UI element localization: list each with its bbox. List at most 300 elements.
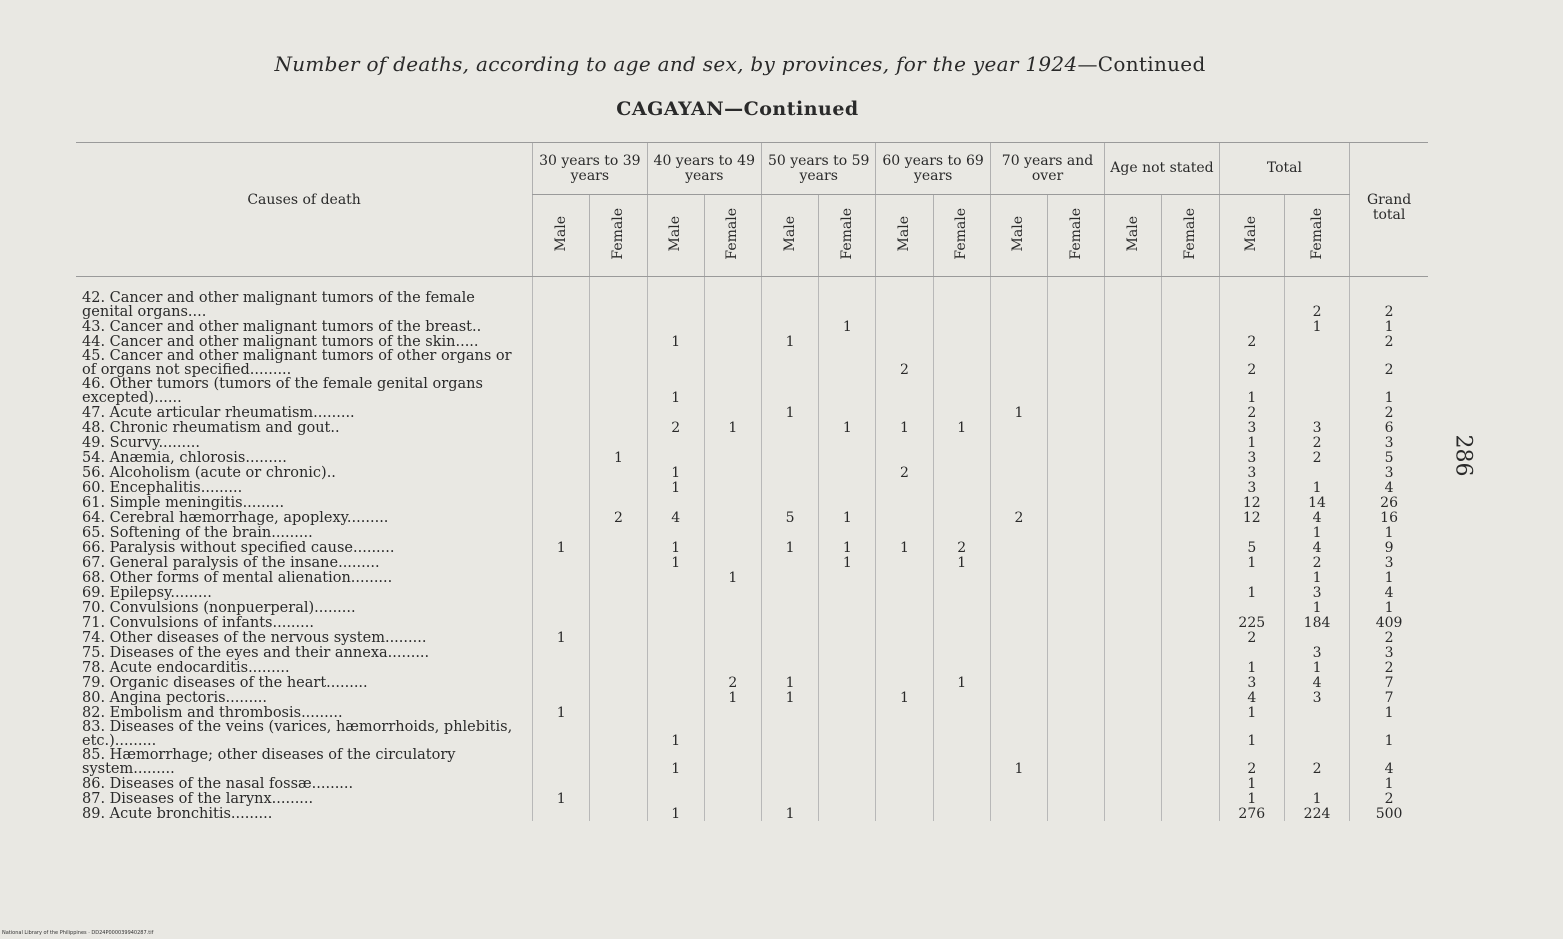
table-row [76, 555, 1428, 570]
table-row [76, 334, 1428, 349]
count-cell [1162, 791, 1219, 806]
count-cell: 2 [1219, 349, 1284, 377]
count-cell [1105, 585, 1162, 600]
count-cell: 1 [819, 319, 876, 334]
cause-cell: 74. Other diseases of the nervous system......... [82, 630, 427, 646]
count-cell [1105, 600, 1162, 615]
count-cell [590, 435, 647, 450]
count-cell: 1 [1219, 720, 1284, 748]
grand-total-cell: 26 [1350, 495, 1428, 510]
count-cell [819, 600, 876, 615]
table-row [76, 525, 1428, 540]
count-cell [1048, 645, 1105, 660]
count-cell [704, 377, 761, 405]
count-cell: 1 [647, 334, 704, 349]
table-row [76, 349, 1428, 377]
count-cell: 1 [533, 630, 590, 645]
cause-cell: 68. Other forms of mental alienation......... [82, 570, 393, 586]
count-cell [590, 720, 647, 748]
count-cell [647, 615, 704, 630]
count-cell [533, 776, 590, 791]
cause-cell: 48. Chronic rheumatism and gout.. [82, 420, 340, 436]
count-cell [1048, 450, 1105, 465]
count-cell [933, 525, 990, 540]
count-cell: 1 [1219, 585, 1284, 600]
count-cell [990, 349, 1047, 377]
grand-total-cell: 3 [1350, 465, 1428, 480]
count-cell [876, 675, 933, 690]
group-header: 50 years to 59 years [761, 143, 875, 195]
count-cell [704, 450, 761, 465]
cause-cell: 79. Organic diseases of the heart......... [82, 675, 368, 691]
count-cell [1105, 525, 1162, 540]
count-cell [819, 465, 876, 480]
count-cell [819, 480, 876, 495]
count-cell [533, 495, 590, 510]
count-cell [819, 349, 876, 377]
grand-total-cell: 7 [1350, 690, 1428, 705]
count-cell [1284, 720, 1349, 748]
count-cell [590, 675, 647, 690]
count-cell: 1 [647, 806, 704, 821]
table-header [76, 143, 1428, 277]
count-cell [1048, 435, 1105, 450]
count-cell: 1 [761, 806, 818, 821]
count-cell [1219, 570, 1284, 585]
count-cell: 1 [819, 555, 876, 570]
count-cell [1048, 720, 1105, 748]
count-cell [990, 645, 1047, 660]
count-cell [761, 319, 818, 334]
count-cell [704, 791, 761, 806]
count-cell [876, 480, 933, 495]
grand-total-cell: 2 [1350, 630, 1428, 645]
count-cell [1048, 277, 1105, 320]
grand-total-cell: 3 [1350, 435, 1428, 450]
group-header: 70 years and over [990, 143, 1104, 195]
count-cell: 1 [819, 540, 876, 555]
grand-total-cell: 4 [1350, 748, 1428, 776]
count-cell: 1 [1219, 377, 1284, 405]
count-cell [819, 675, 876, 690]
count-cell [533, 465, 590, 480]
cause-cell: 43. Cancer and other malignant tumors of the breast.. [82, 319, 482, 335]
count-cell [933, 720, 990, 748]
count-cell [1048, 480, 1105, 495]
count-cell: 3 [1284, 585, 1349, 600]
count-cell [533, 570, 590, 585]
grand-total-cell: 6 [1350, 420, 1428, 435]
count-cell [647, 690, 704, 705]
count-cell: 5 [761, 510, 818, 525]
count-cell [1048, 675, 1105, 690]
count-cell [590, 405, 647, 420]
count-cell [647, 495, 704, 510]
count-cell: 1 [1219, 791, 1284, 806]
count-cell [819, 806, 876, 821]
table-row [76, 435, 1428, 450]
count-cell [1048, 705, 1105, 720]
cause-cell: 67. General paralysis of the insane......... [82, 555, 380, 571]
count-cell [1162, 349, 1219, 377]
section-title: CAGAYAN—Continued [616, 98, 859, 120]
count-cell [590, 465, 647, 480]
count-cell [1048, 377, 1105, 405]
count-cell [1048, 555, 1105, 570]
group-header: 30 years to 39 years [533, 143, 647, 195]
count-cell [1162, 450, 1219, 465]
count-cell [819, 645, 876, 660]
count-cell [990, 435, 1047, 450]
count-cell [1105, 334, 1162, 349]
count-cell [819, 405, 876, 420]
count-cell [876, 570, 933, 585]
cause-cell: 49. Scurvy......... [82, 435, 200, 451]
count-cell [933, 405, 990, 420]
count-cell [933, 660, 990, 675]
count-cell [1162, 480, 1219, 495]
count-cell [1105, 495, 1162, 510]
count-cell [590, 600, 647, 615]
count-cell [590, 525, 647, 540]
count-cell [647, 435, 704, 450]
count-cell [704, 776, 761, 791]
count-cell [590, 660, 647, 675]
count-cell [819, 570, 876, 585]
count-cell [1162, 525, 1219, 540]
count-cell [1162, 776, 1219, 791]
count-cell: 1 [876, 420, 933, 435]
count-cell [590, 570, 647, 585]
table-row [76, 450, 1428, 465]
count-cell: 1 [1219, 776, 1284, 791]
count-cell: 2 [590, 510, 647, 525]
count-cell [647, 660, 704, 675]
count-cell [590, 806, 647, 821]
count-cell: 1 [704, 420, 761, 435]
count-cell [1162, 615, 1219, 630]
count-cell [1105, 349, 1162, 377]
count-cell [876, 660, 933, 675]
count-cell [876, 630, 933, 645]
count-cell [704, 405, 761, 420]
count-cell [1162, 435, 1219, 450]
count-cell [647, 630, 704, 645]
count-cell: 2 [876, 465, 933, 480]
grand-total-cell: 1 [1350, 705, 1428, 720]
count-cell: 3 [1219, 480, 1284, 495]
count-cell [876, 319, 933, 334]
count-cell [1105, 630, 1162, 645]
count-cell [1105, 675, 1162, 690]
count-cell: 2 [1284, 450, 1349, 465]
count-cell [1048, 525, 1105, 540]
count-cell [819, 334, 876, 349]
count-cell: 1 [533, 791, 590, 806]
count-cell [533, 615, 590, 630]
count-cell: 2 [1219, 334, 1284, 349]
count-cell [1162, 585, 1219, 600]
count-cell [1105, 435, 1162, 450]
count-cell [1162, 405, 1219, 420]
count-cell [533, 600, 590, 615]
count-cell [990, 585, 1047, 600]
count-cell: 3 [1284, 645, 1349, 660]
count-cell [933, 495, 990, 510]
male-header-label: Male [1010, 215, 1027, 252]
count-cell [704, 806, 761, 821]
count-cell [819, 660, 876, 675]
count-cell [990, 791, 1047, 806]
count-cell [819, 525, 876, 540]
count-cell [761, 420, 818, 435]
count-cell: 3 [1219, 675, 1284, 690]
count-cell [876, 645, 933, 660]
grand-total-cell: 1 [1350, 377, 1428, 405]
causes-header: Causes of death [76, 143, 533, 277]
male-header [876, 195, 933, 277]
count-cell [533, 420, 590, 435]
count-cell [704, 600, 761, 615]
count-cell [761, 660, 818, 675]
count-cell [933, 690, 990, 705]
count-cell: 1 [1284, 525, 1349, 540]
count-cell: 4 [647, 510, 704, 525]
table-row [76, 319, 1428, 334]
count-cell [933, 349, 990, 377]
count-cell [1048, 585, 1105, 600]
count-cell [761, 465, 818, 480]
count-cell [876, 705, 933, 720]
grand-total-cell: 7 [1350, 675, 1428, 690]
count-cell [876, 334, 933, 349]
count-cell [1162, 420, 1219, 435]
count-cell [819, 690, 876, 705]
count-cell [990, 450, 1047, 465]
table-row [76, 705, 1428, 720]
male-header-label: Male [781, 215, 798, 252]
count-cell [1105, 465, 1162, 480]
female-header [704, 195, 761, 277]
count-cell [533, 806, 590, 821]
count-cell [1219, 645, 1284, 660]
count-cell [1105, 450, 1162, 465]
count-cell: 4 [1284, 675, 1349, 690]
count-cell [1105, 645, 1162, 660]
cause-cell: 71. Convulsions of infants......... [82, 615, 314, 631]
count-cell [1162, 630, 1219, 645]
count-cell: 1 [1284, 570, 1349, 585]
count-cell [1048, 510, 1105, 525]
count-cell: 1 [761, 675, 818, 690]
table-row [76, 495, 1428, 510]
count-cell [590, 791, 647, 806]
count-cell [533, 377, 590, 405]
cause-cell: 46. Other tumors (tumors of the female genital organs excepted)...... [82, 376, 483, 406]
count-cell [1105, 748, 1162, 776]
count-cell [990, 334, 1047, 349]
table-row [76, 645, 1428, 660]
count-cell [876, 791, 933, 806]
count-cell [990, 600, 1047, 615]
count-cell [533, 510, 590, 525]
count-cell [1048, 615, 1105, 630]
count-cell [990, 319, 1047, 334]
grand-total-cell: 4 [1350, 480, 1428, 495]
count-cell: 1 [647, 465, 704, 480]
count-cell [590, 645, 647, 660]
cause-cell: 85. Hæmorrhage; other diseases of the circulatory system......... [82, 747, 456, 777]
cause-cell: 45. Cancer and other malignant tumors of other organs or of organs not specified......... [82, 348, 512, 378]
count-cell: 3 [1219, 420, 1284, 435]
count-cell: 225 [1219, 615, 1284, 630]
table-row [76, 806, 1428, 821]
grand-total-cell: 2 [1350, 660, 1428, 675]
count-cell [1162, 705, 1219, 720]
count-cell: 2 [1284, 435, 1349, 450]
count-cell [933, 465, 990, 480]
count-cell: 2 [1284, 555, 1349, 570]
female-header [590, 195, 647, 277]
count-cell [761, 450, 818, 465]
count-cell [704, 435, 761, 450]
female-header [1284, 195, 1349, 277]
male-header [1105, 195, 1162, 277]
count-cell [761, 630, 818, 645]
male-header-label: Male [1243, 215, 1260, 252]
male-header [1219, 195, 1284, 277]
count-cell: 1 [933, 555, 990, 570]
count-cell [1048, 349, 1105, 377]
count-cell [819, 748, 876, 776]
count-cell [1048, 495, 1105, 510]
count-cell [1162, 600, 1219, 615]
cause-cell: 64. Cerebral hæmorrhage, apoplexy......... [82, 510, 389, 526]
count-cell [1284, 405, 1349, 420]
count-cell [761, 720, 818, 748]
count-cell [1162, 555, 1219, 570]
count-cell [876, 510, 933, 525]
count-cell [533, 555, 590, 570]
count-cell [876, 585, 933, 600]
count-cell [990, 495, 1047, 510]
table-row [76, 660, 1428, 675]
grand-total-cell: 409 [1350, 615, 1428, 630]
count-cell [647, 450, 704, 465]
count-cell [819, 585, 876, 600]
count-cell [704, 630, 761, 645]
count-cell: 2 [990, 510, 1047, 525]
count-cell [933, 630, 990, 645]
count-cell [1105, 405, 1162, 420]
count-cell: 1 [704, 570, 761, 585]
count-cell [704, 334, 761, 349]
table-row [76, 465, 1428, 480]
count-cell [819, 435, 876, 450]
group-header: Total [1219, 143, 1349, 195]
count-cell [533, 720, 590, 748]
count-cell [990, 615, 1047, 630]
count-cell [990, 705, 1047, 720]
count-cell [761, 748, 818, 776]
count-cell [590, 349, 647, 377]
count-cell [876, 748, 933, 776]
group-header: 60 years to 69 years [876, 143, 990, 195]
count-cell [590, 495, 647, 510]
count-cell [704, 349, 761, 377]
count-cell: 1 [647, 480, 704, 495]
count-cell [533, 660, 590, 675]
count-cell [876, 405, 933, 420]
count-cell [704, 585, 761, 600]
count-cell [533, 334, 590, 349]
count-cell [1284, 776, 1349, 791]
grand-total-cell: 5 [1350, 450, 1428, 465]
count-cell [761, 705, 818, 720]
count-cell [1162, 510, 1219, 525]
count-cell [1284, 630, 1349, 645]
count-cell [533, 405, 590, 420]
count-cell [590, 377, 647, 405]
count-cell: 1 [647, 555, 704, 570]
count-cell [819, 277, 876, 320]
count-cell: 1 [761, 405, 818, 420]
table-row [76, 585, 1428, 600]
grand-total-cell: 1 [1350, 600, 1428, 615]
count-cell [761, 525, 818, 540]
count-cell [533, 675, 590, 690]
count-cell [1162, 806, 1219, 821]
table-row [76, 615, 1428, 630]
count-cell [704, 720, 761, 748]
table-row [76, 776, 1428, 791]
count-cell: 276 [1219, 806, 1284, 821]
count-cell [990, 720, 1047, 748]
count-cell [933, 334, 990, 349]
count-cell [704, 510, 761, 525]
count-cell [990, 377, 1047, 405]
count-cell: 1 [1219, 555, 1284, 570]
count-cell [647, 776, 704, 791]
count-cell [647, 645, 704, 660]
count-cell [590, 420, 647, 435]
count-cell [1105, 480, 1162, 495]
male-header-label: Male [1124, 215, 1141, 252]
count-cell [647, 349, 704, 377]
count-cell: 14 [1284, 495, 1349, 510]
table-body [76, 277, 1428, 822]
count-cell: 2 [1219, 630, 1284, 645]
count-cell [1105, 615, 1162, 630]
table-row [76, 510, 1428, 525]
count-cell [704, 525, 761, 540]
count-cell [990, 480, 1047, 495]
table-row [76, 748, 1428, 776]
count-cell [1048, 630, 1105, 645]
count-cell [933, 435, 990, 450]
count-cell [704, 540, 761, 555]
count-cell [990, 555, 1047, 570]
deaths-table [76, 142, 1428, 821]
count-cell [933, 570, 990, 585]
count-cell [876, 720, 933, 748]
count-cell [1105, 540, 1162, 555]
count-cell [1162, 334, 1219, 349]
count-cell [704, 495, 761, 510]
grand-total-cell: 3 [1350, 645, 1428, 660]
count-cell [533, 349, 590, 377]
count-cell [1162, 748, 1219, 776]
